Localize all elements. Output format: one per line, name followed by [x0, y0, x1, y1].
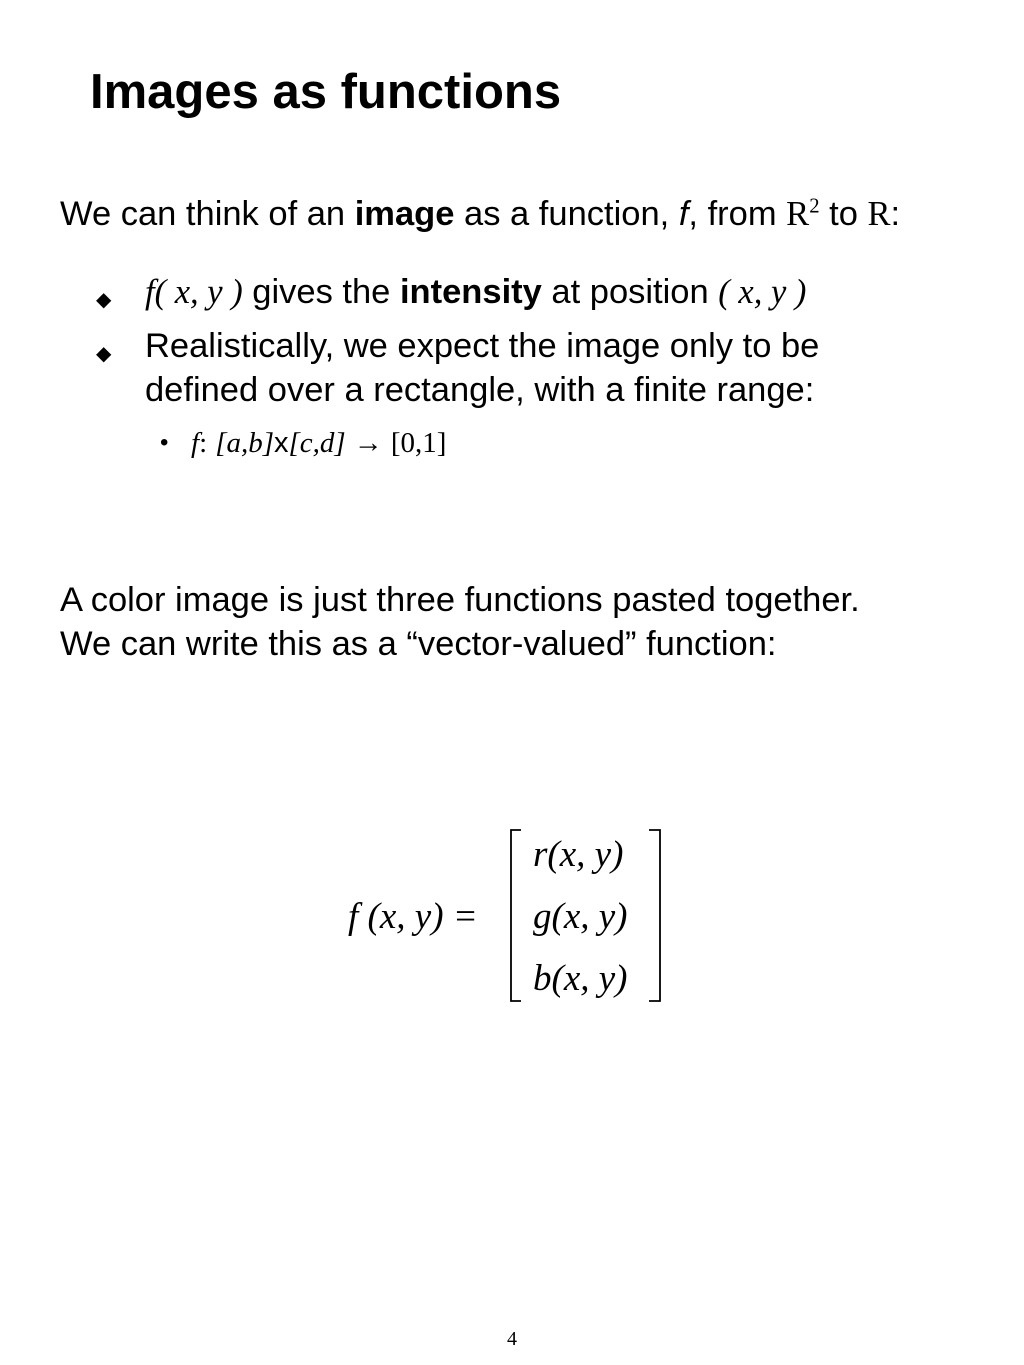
intro-bold-image: image [354, 195, 455, 233]
slide-title: Images as functions [90, 65, 562, 119]
intro-colon: : [890, 195, 901, 233]
sub-colon: : [199, 427, 208, 459]
formula-row-g: g(x, y) [533, 896, 628, 937]
diamond-bullet-icon: ◆ [96, 343, 112, 365]
arrow-right-icon: → [353, 427, 383, 459]
bullet-intensity-text [145, 270, 806, 314]
vector-valued-formula [340, 820, 680, 1010]
bullet-position-expr: ( x, y ) [718, 273, 807, 311]
intro-range-set: R [867, 195, 891, 233]
intro-paragraph [60, 192, 900, 236]
intro-text-to: to [819, 195, 868, 233]
sub-bullet-text [191, 423, 446, 463]
page-number: 4 [507, 1328, 517, 1350]
left-bracket [511, 830, 521, 1001]
color-paragraph-line2: We can write this as a “vector-valued” function: [60, 625, 777, 663]
formula-svg [340, 820, 680, 1010]
formula-row-r: r(x, y) [533, 834, 624, 875]
intro-text-from: , from [688, 195, 787, 233]
color-paragraph-line1: A color image is just three functions pasted together. [60, 581, 860, 619]
sub-func: f [191, 427, 200, 459]
right-bracket [649, 830, 660, 1001]
intro-domain-set: R [786, 195, 810, 233]
bullet-bold-intensity: intensity [399, 273, 542, 311]
intro-func-name: f [678, 195, 689, 233]
bullet-text-gives: gives the [242, 273, 400, 311]
bullet-rectangle-text: Realistically, we expect the image only to be defined over a rectangle, with a finite range: [145, 327, 820, 409]
intro-text-middle: as a function, [454, 195, 679, 233]
bullet-func-expr: f( x, y ) [145, 273, 243, 311]
sub-domain-1: [a,b] [215, 427, 275, 459]
intro-domain-exp: 2 [809, 195, 820, 218]
diamond-bullet-icon: ◆ [96, 289, 112, 311]
bullet-text-at: at position [541, 273, 719, 311]
sub-domain-2: [c,d] [288, 427, 346, 459]
intro-text-before: We can think of an [60, 195, 355, 233]
sub-times: x [274, 427, 289, 459]
formula-row-b: b(x, y) [533, 958, 628, 999]
formula-lhs: f (x, y) = [348, 896, 478, 937]
sub-range: [0,1] [390, 427, 447, 459]
sub-bullet-marker: • [160, 429, 169, 456]
